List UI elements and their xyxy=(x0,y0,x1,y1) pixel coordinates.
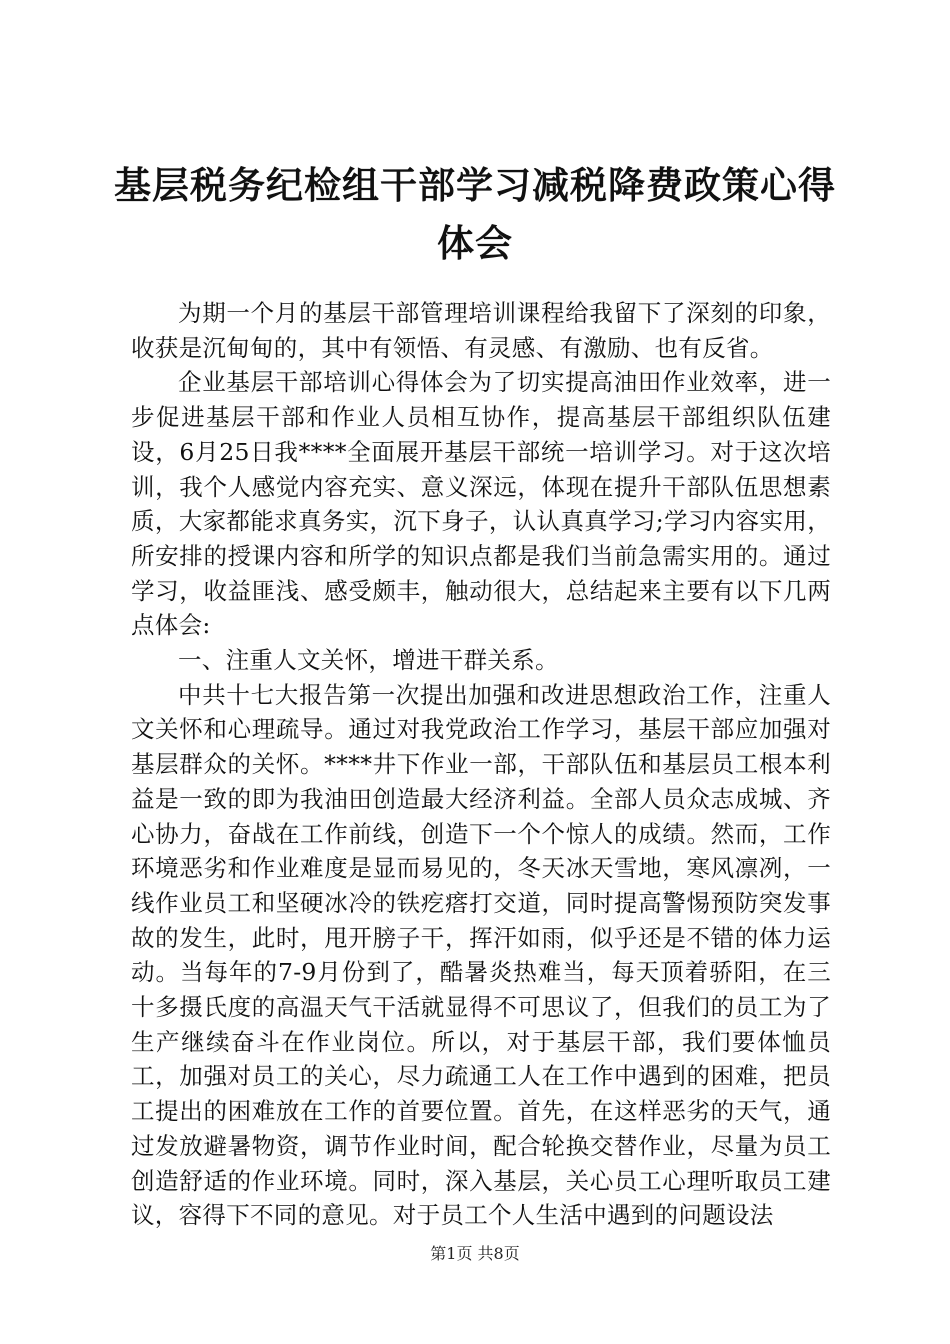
paragraph-training: 企业基层干部培训心得体会为了切实提高油田作业效率，进一步促进基层干部和作业人员相互协作，提高基层干部组织队伍建设，6月25日我****全面展开基层干部统一培训学习。对于这次培训，我个人感觉内容充实、意义深远，体现在提升干部队伍思想素质，大家都能求真务实，沉下身子，认认真真学习;学习内容实用，所安排的授课内容和所学的知识点都是我们当前急需实用的。通过学习，收益匪浅、感受颇丰，触动很大，总结起来主要有以下几两点体会: xyxy=(131,368,831,640)
page-footer: 第1页 共8页 xyxy=(430,1244,520,1263)
section-heading-1: 一、注重人文关怀，增进干群关系。 xyxy=(178,646,559,675)
paragraph-intro: 为期一个月的基层干部管理培训课程给我留下了深刻的印象，收获是沉甸甸的，其中有领悟、有灵感、有激励、也有反省。 xyxy=(131,299,831,362)
paragraph-care: 中共十七大报告第一次提出加强和改进思想政治工作，注重人文关怀和心理疏导。通过对我党政治工作学习，基层干部应加强对基层群众的关怀。****井下作业一部，干部队伍和基层员工根本利益是一致的即为我油田创造最大经济利益。全部人员众志成城、齐心协力，奋战在工作前线，创造下一个个惊人的成绩。然而，工作环境恶劣和作业难度是显而易见的，冬天冰天雪地，寒风凛冽，一线作业员工和坚硬冰冷的铁疙瘩打交道，同时提高警惕预防突发事故的发生，此时，甩开膀子干，挥汗如雨，似乎还是不错的体力运动。当每年的7-9月份到了，酷暑炎热难当，每天顶着骄阳，在三十多摄氏度的高温天气干活就显得不可思议了，但我们的员工为了生产继续奋斗在作业岗位。所以，对于基层干部，我们要体恤员工，加强对员工的关心，尽力疏通工人在工作中遇到的困难，把员工提出的困难放在工作的首要位置。首先，在这样恶劣的天气，通过发放避暑物资，调节作业时间，配合轮换交替作业，尽量为员工创造舒适的作业环境。同时，深入基层，关心员工心理听取员工建议，容得下不同的意见。对于员工个人生活中遇到的问题设法 xyxy=(131,680,831,1230)
document-title: 基层税务纪检组干部学习减税降费政策心得体会 xyxy=(114,163,836,265)
document-body xyxy=(131,296,831,1233)
